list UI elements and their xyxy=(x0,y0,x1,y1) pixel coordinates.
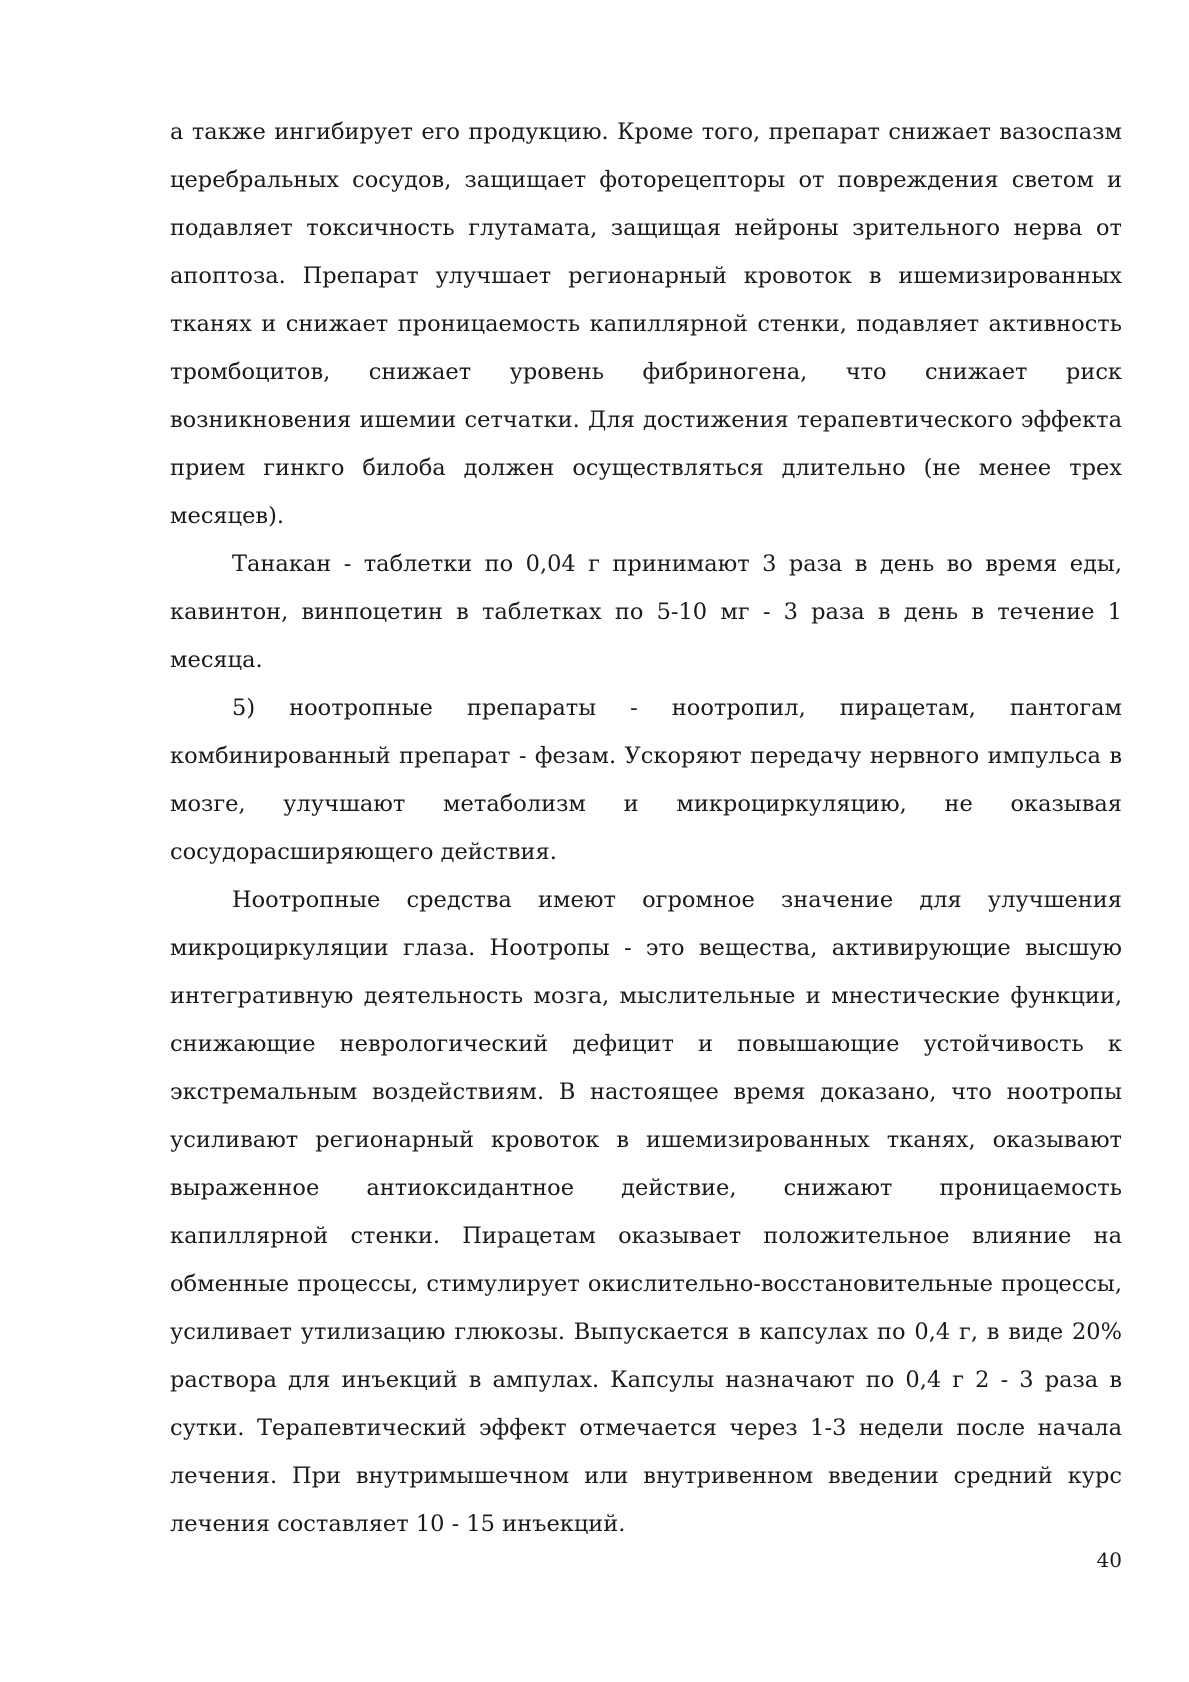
paragraph-nootropic-list: 5) ноотропные препараты - ноотропил, пирацетам, пантогам комбинированный препарат - фезам. Ускоряют передачу нервного импульса в мозге, улучшают метаболизм и микроциркуляцию, не оказывая сосудорасширяющего действия. xyxy=(170,695,1122,865)
paragraph-tanakan-dosage: Танакан - таблетки по 0,04 г принимают 3 раза в день во время еды, кавинтон, винпоцетин в таблетках по 5-10 мг - 3 раза в день в течение 1 месяца. xyxy=(170,551,1122,673)
paragraph-ginkgo-effects: а также ингибирует его продукцию. Кроме того, препарат снижает вазоспазм церебральных сосудов, защищает фоторецепторы от повреждения светом и подавляет токсичность глутамата, защищая нейроны зрительного нерва от апоптоза. Препарат улучшает регионарный кровоток в ишемизированных тканях и снижает проницаемость капиллярной стенки, подавляет активность тромбоцитов, снижает уровень фибриногена, что снижает риск возникновения ишемии сетчатки. Для достижения терапевтического эффекта прием гинкго билоба должен осуществляться длительно (не менее трех месяцев). xyxy=(170,119,1122,529)
body-text xyxy=(170,108,1122,1548)
paragraph-nootropic-description: Ноотропные средства имеют огромное значение для улучшения микроциркуляции глаза. Ноотропы - это вещества, активирующие высшую интегративную деятельность мозга, мыслительные и мнестические функции, снижающие неврологический дефицит и повышающие устойчивость к экстремальным воздействиям. В настоящее время доказано, что ноотропы усиливают регионарный кровоток в ишемизированных тканях, оказывают выраженное антиоксидантное действие, снижают проницаемость капиллярной стенки. Пирацетам оказывает положительное влияние на обменные процессы, стимулирует окислительно-восстановительные процессы, усиливает утилизацию глюкозы. Выпускается в капсулах по 0,4 г, в виде 20% раствора для инъекций в ампулах. Капсулы назначают по 0,4 г 2 - 3 раза в сутки. Терапевтический эффект отмечается через 1-3 недели после начала лечения. При внутримышечном или внутривенном введении средний курс лечения составляет 10 - 15 инъекций. xyxy=(170,887,1122,1537)
page-number: 40 xyxy=(1096,1548,1122,1572)
